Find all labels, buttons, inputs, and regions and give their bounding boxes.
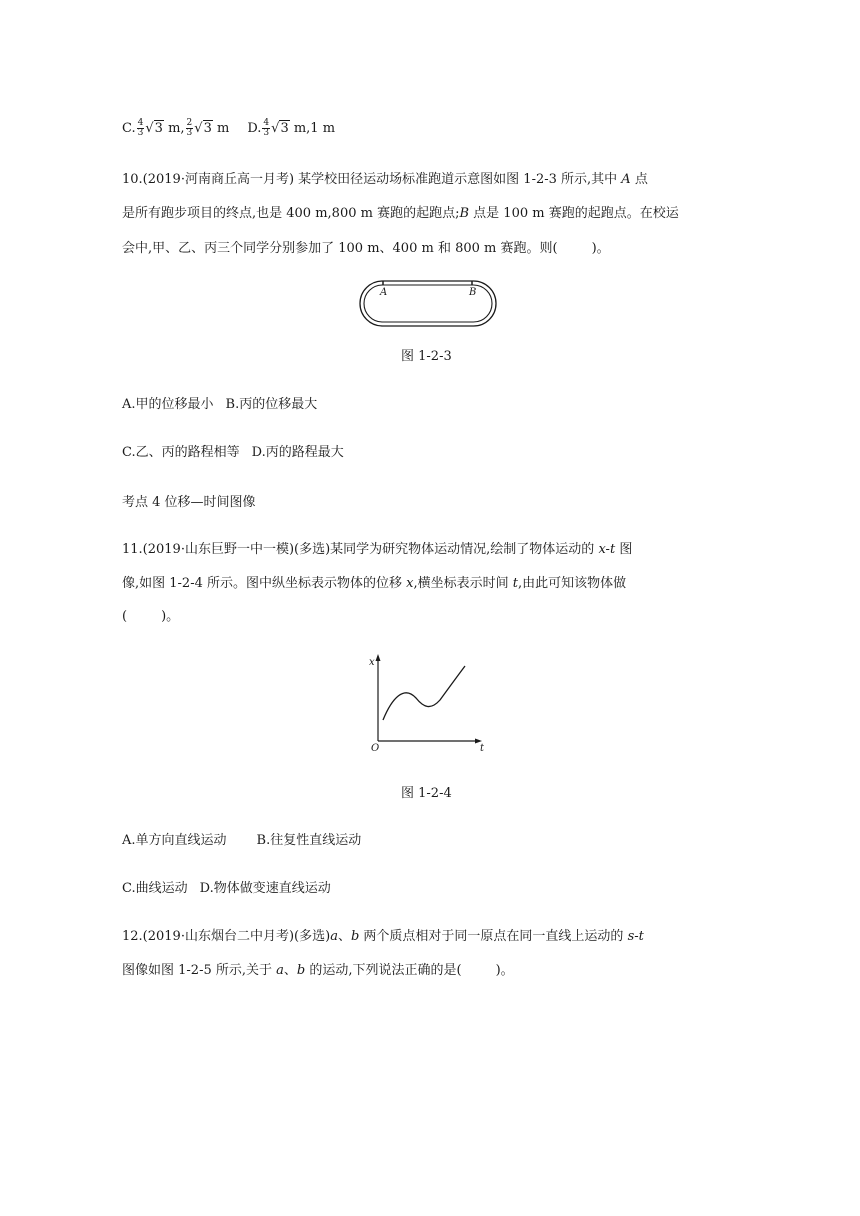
q11-option-b: B.往复性直线运动 [256,833,362,848]
q9-option-d-fraction: $\frac{4}{3}$ [263,118,270,138]
q11-option-d: D.物体做变速直线运动 [199,881,331,896]
q11-line-2: 像,如图 1-2-4 所示。图中纵坐标表示物体的位移 x,横坐标表示时间 t,由此可知该物体做 [122,576,627,591]
running-track-figure [358,279,498,329]
q12-line-2: 图像如图 1-2-5 所示,关于 a、b 的运动,下列说法正确的是( )。 [122,963,514,978]
q10-line-1: 10.(2019·河南商丘高一月考) 某学校田径运动场标准跑道示意图如图 1-2-3 所示,其中 A 点 [122,172,648,187]
figure-caption-1-2-3: 图 1-2-3 [401,349,452,364]
q9-options: C. $\frac{4}{3}$ √3 m, $\frac{2}{3}$ √3 m D. $\frac{4}{3}$ √3 m,1 m [122,118,336,138]
figure-caption-1-2-4: 图 1-2-4 [401,786,452,801]
graph-curve [383,666,465,720]
q11-option-c: C.曲线运动 [122,881,188,896]
q9-option-c-label: C. [122,121,136,136]
q10-option-d: D.丙的路程最大 [251,445,344,460]
q12-line-1: 12.(2019·山东烟台二中月考)(多选)a、b 两个质点相对于同一原点在同一直线上运动的 s-t [122,929,644,944]
q10-options-ab [122,396,317,414]
q9-option-c-fraction-1: $\frac{4}{3}$ [137,118,144,138]
q9-option-d-sqrt: √3 [271,121,289,136]
q10-option-a: A.甲的位移最小 [122,397,214,412]
q9-option-c-sqrt-1: √3 [145,121,163,136]
q11-options-ab [122,832,361,850]
q10-option-c: C.乙、丙的路程相等 [122,445,240,460]
q9-option-c-fraction-2: $\frac{2}{3}$ [186,118,193,138]
q11-line-3: ( )。 [122,609,180,624]
x-t-graph-figure [368,652,498,752]
graph-y-axis-arrow [376,654,381,661]
point-b-label: B [469,287,477,298]
section-heading: 考点 4 位移—时间图像 [122,495,256,510]
q10-option-b: B.丙的位移最大 [225,397,318,412]
graph-x-axis-label: t [480,743,485,752]
q9-option-c-sqrt-2: √3 [194,121,212,136]
q11-options-cd [122,880,331,898]
q10-line-2: 是所有跑步项目的终点,也是 400 m,800 m 赛跑的起跑点;B 点是 100 m 赛跑的起跑点。在校运 [122,206,679,221]
graph-origin-label: O [371,743,380,752]
graph-y-axis-label: x [369,657,375,668]
q10-line-3: 会中,甲、乙、丙三个同学分别参加了 100 m、400 m 和 800 m 赛跑。则( )。 [122,241,610,256]
q9-option-d-label: D. [247,121,262,136]
q10-options-cd [122,444,344,462]
point-a-label: A [380,287,388,298]
q11-option-a: A.单方向直线运动 [122,833,227,848]
q11-line-1: 11.(2019·山东巨野一中一模)(多选)某同学为研究物体运动情况,绘制了物体运动的 x-t 图 [122,542,633,557]
